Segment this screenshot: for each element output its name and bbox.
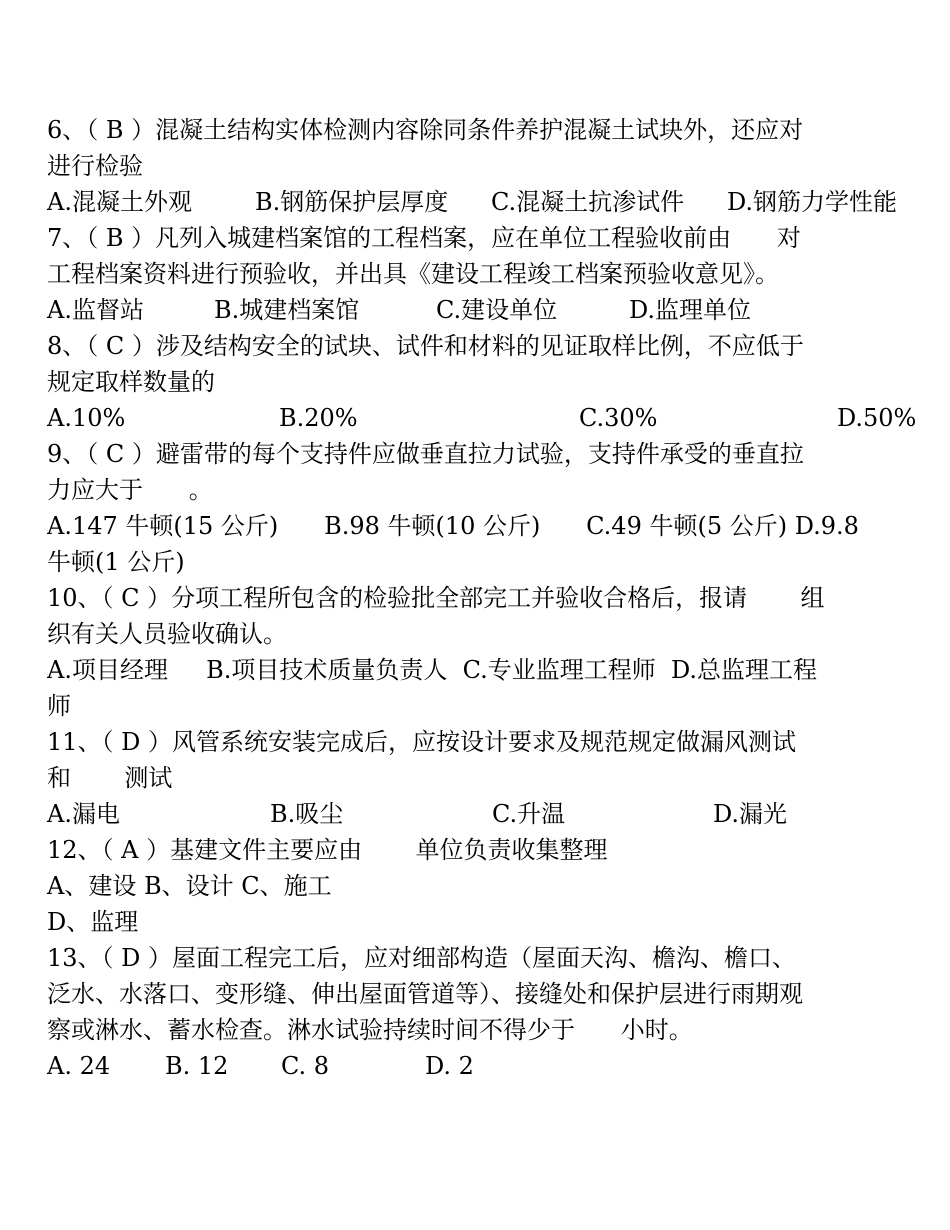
option-b: B.钢筋保护层厚度 xyxy=(255,188,449,216)
question-6 xyxy=(47,112,932,220)
option-a: A.混凝土外观 xyxy=(47,188,192,216)
question-stem-line: 察或淋水、蓄水检查。淋水试验持续时间不得少于 小时。 xyxy=(47,1016,693,1044)
question-stem-line: 7、（ B ）凡列入城建档案馆的工程档案，应在单位工程验收前由 对 xyxy=(47,224,801,252)
document-page xyxy=(47,112,932,1084)
question-stem-line: 8、（ C ）涉及结构安全的试块、试件和材料的见证取样比例，不应低于 xyxy=(47,332,804,360)
question-stem-line: 12、（ A ）基建文件主要应由 单位负责收集整理 xyxy=(47,836,608,864)
option-a: A、建设 B、设计 C、施工 xyxy=(47,872,332,900)
option-c: C.混凝土抗渗试件 xyxy=(491,188,685,216)
option-a: A.漏电 xyxy=(47,800,120,828)
option-d: D.钢筋力学性能 xyxy=(727,188,898,216)
option-b: B.城建档案馆 xyxy=(214,296,360,324)
question-stem-line: 进行检验 xyxy=(47,152,143,180)
option-b: B. 12 xyxy=(165,1052,229,1080)
option-c: C. 8 xyxy=(281,1052,330,1080)
question-13 xyxy=(47,940,932,1084)
question-stem-line: 规定取样数量的 xyxy=(47,368,215,396)
option-c: C.30% xyxy=(579,404,658,432)
options-row xyxy=(47,400,932,436)
question-8 xyxy=(47,328,932,436)
question-stem-line: 9、（ C ）避雷带的每个支持件应做垂直拉力试验，支持件承受的垂直拉 xyxy=(47,440,804,468)
options-line: 师 xyxy=(47,692,71,720)
question-9 xyxy=(47,436,932,580)
option-c: C.升温 xyxy=(492,800,566,828)
question-7 xyxy=(47,220,932,328)
question-stem-line: 和 测试 xyxy=(47,764,173,792)
option-a: A.监督站 xyxy=(47,296,144,324)
question-stem-line: 泛水、水落口、变形缝、伸出屋面管道等）、接缝处和保护层进行雨期观 xyxy=(47,980,803,1008)
options-line: A.项目经理 B.项目技术质量负责人 C.专业监理工程师 D.总监理工程 xyxy=(47,656,818,684)
option-d: D.50% xyxy=(837,404,917,432)
question-stem-line: 力应大于 。 xyxy=(47,476,213,504)
option-b: B.吸尘 xyxy=(270,800,344,828)
options-row xyxy=(47,184,932,220)
option-b: B.20% xyxy=(279,404,358,432)
options-line: A.147 牛顿(15 公斤) B.98 牛顿(10 公斤) C.49 牛顿(5 公斤) D.9.8 xyxy=(47,512,859,540)
option-d: D.监理单位 xyxy=(629,296,752,324)
options-row xyxy=(47,796,932,832)
options-row xyxy=(47,868,932,904)
option-d: D.漏光 xyxy=(713,800,788,828)
question-stem-line: 织有关人员验收确认。 xyxy=(47,620,287,648)
options-row xyxy=(47,1048,932,1084)
options-line: 牛顿(1 公斤) xyxy=(47,548,185,576)
options-line: D、监理 xyxy=(47,908,139,936)
question-stem-line: 6、（ B ）混凝土结构实体检测内容除同条件养护混凝土试块外，还应对 xyxy=(47,116,804,144)
question-stem-line: 工程档案资料进行预验收，并出具《建设工程竣工档案预验收意见》。 xyxy=(47,260,779,288)
option-c: C.建设单位 xyxy=(436,296,558,324)
question-11 xyxy=(47,724,932,832)
option-a: A. 24 xyxy=(47,1052,111,1080)
option-a: A.10% xyxy=(47,404,126,432)
options-row xyxy=(47,292,932,328)
question-stem-line: 10、（ C ）分项工程所包含的检验批全部完工并验收合格后，报请 组 xyxy=(47,584,825,612)
question-stem-line: 13、（ D ）屋面工程完工后，应对细部构造（屋面天沟、檐沟、檐口、 xyxy=(47,944,797,972)
option-d: D. 2 xyxy=(425,1052,474,1080)
question-stem-line: 11、（ D ）风管系统安装完成后，应按设计要求及规范规定做漏风测试 xyxy=(47,728,797,756)
question-10 xyxy=(47,580,932,724)
question-12 xyxy=(47,832,932,940)
